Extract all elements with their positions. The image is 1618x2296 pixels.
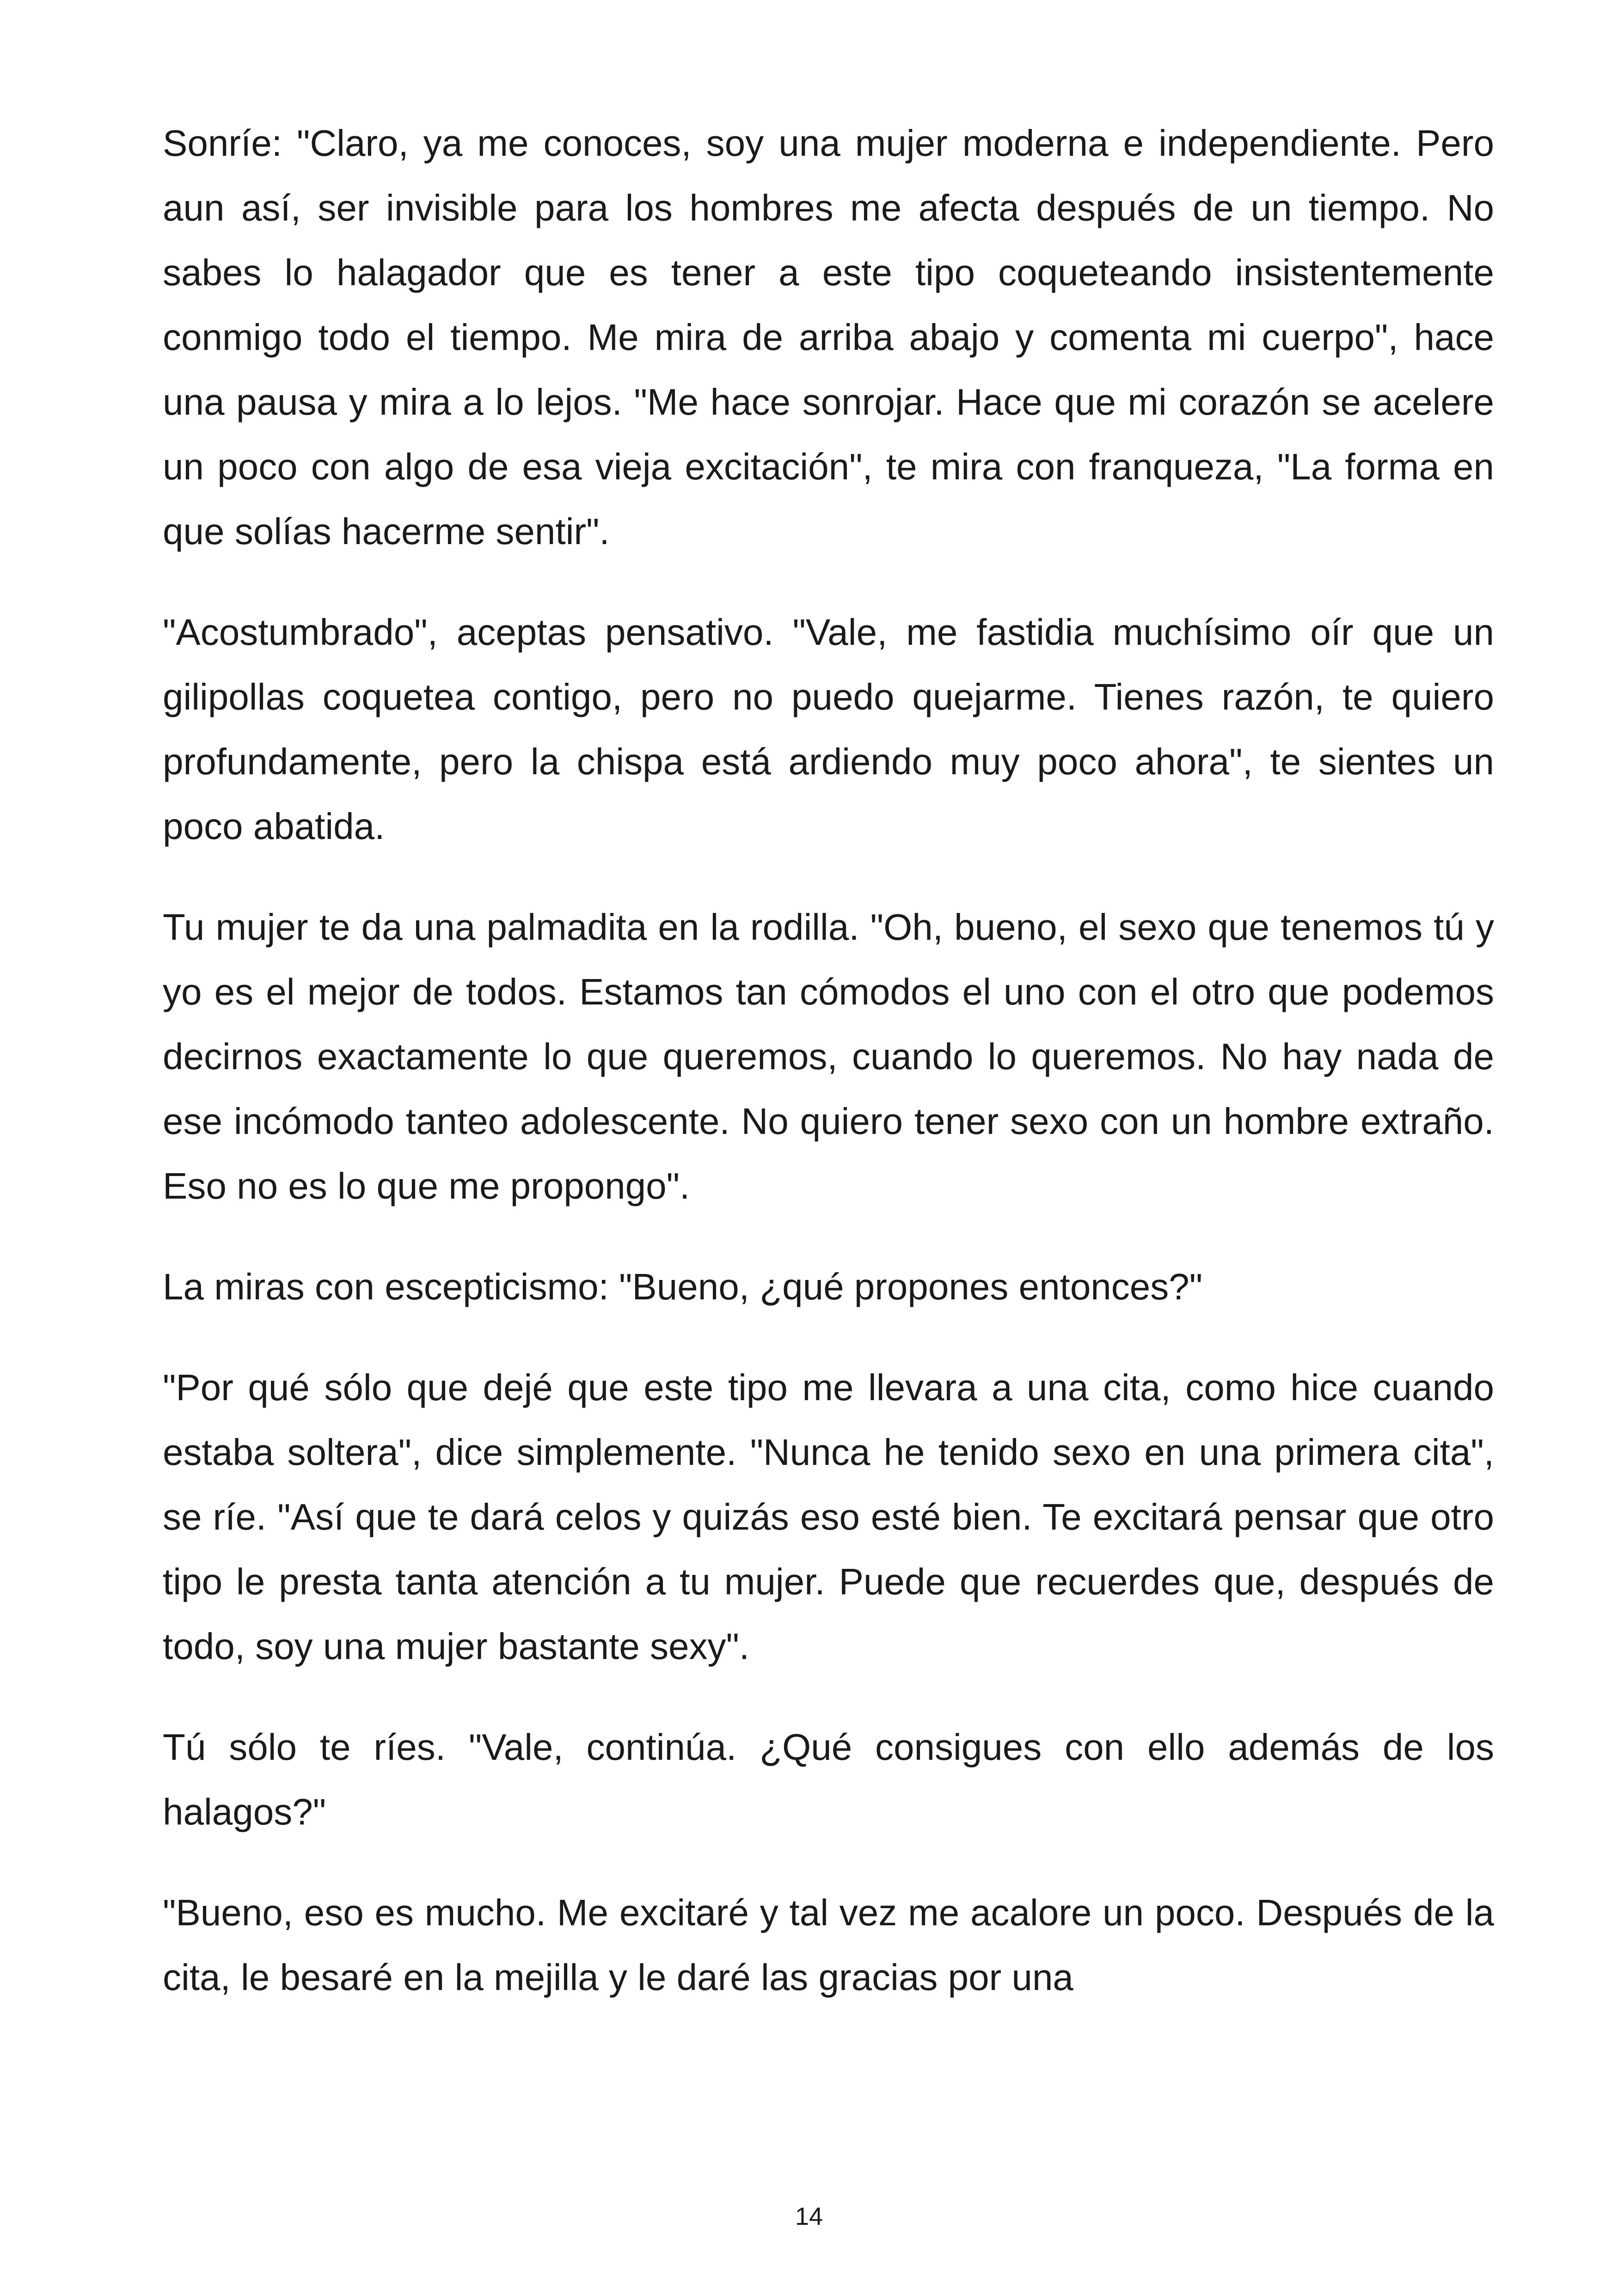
paragraph-5: "Por qué sólo que dejé que este tipo me llevara a una cita, como hice cuando estaba soltera", dice simplemente. "Nunca he tenido sexo en una primera cita", se ríe. "Así que te dará celos y quizás eso esté bien. Te excitará pensar que otro tipo le presta tanta atención a tu mujer. Puede que recuerdes que, después de todo, soy una mujer bastante sexy". [163, 1367, 1494, 1667]
paragraph-1: Sonríe: "Claro, ya me conoces, soy una mujer moderna e independiente. Pero aun así, ser invisible para los hombres me afecta después de un tiempo. No sabes lo halagador que es tener a este tipo coqueteando insistentemente conmigo todo el tiempo. Me mira de arriba abajo y comenta mi cuerpo", hace una pausa y mira a lo lejos. "Me hace sonrojar. Hace que mi corazón se acelere un poco con algo de esa vieja excitación", te mira con franqueza, "La forma en que solías hacerme sentir". [163, 122, 1494, 552]
page-number: 14 [795, 2203, 823, 2230]
paragraph-6: Tú sólo te ríes. "Vale, continúa. ¿Qué consigues con ello además de los halagos?" [163, 1727, 1494, 1832]
paragraph-4: La miras con escepticismo: "Bueno, ¿qué propones entonces?" [163, 1266, 1203, 1307]
paragraph-2: "Acostumbrado", aceptas pensativo. "Vale, me fastidia muchísimo oír que un gilipollas coquetea contigo, pero no puedo quejarme. Tienes razón, te quiero profundamente, pero la chispa está ardiendo muy poco ahora", te sientes un poco abatida. [163, 612, 1494, 847]
body-text [163, 111, 1494, 2010]
paragraph-3: Tu mujer te da una palmadita en la rodilla. "Oh, bueno, el sexo que tenemos tú y yo es el mejor de todos. Estamos tan cómodos el uno con el otro que podemos decirnos exactamente lo que queremos, cuando lo queremos. No hay nada de ese incómodo tanteo adolescente. No quiero tener sexo con un hombre extraño. Eso no es lo que me propongo". [163, 906, 1494, 1206]
paragraph-7: "Bueno, eso es mucho. Me excitaré y tal vez me acalore un poco. Después de la cita, le besaré en la mejilla y le daré las gracias por una [163, 1892, 1494, 1998]
